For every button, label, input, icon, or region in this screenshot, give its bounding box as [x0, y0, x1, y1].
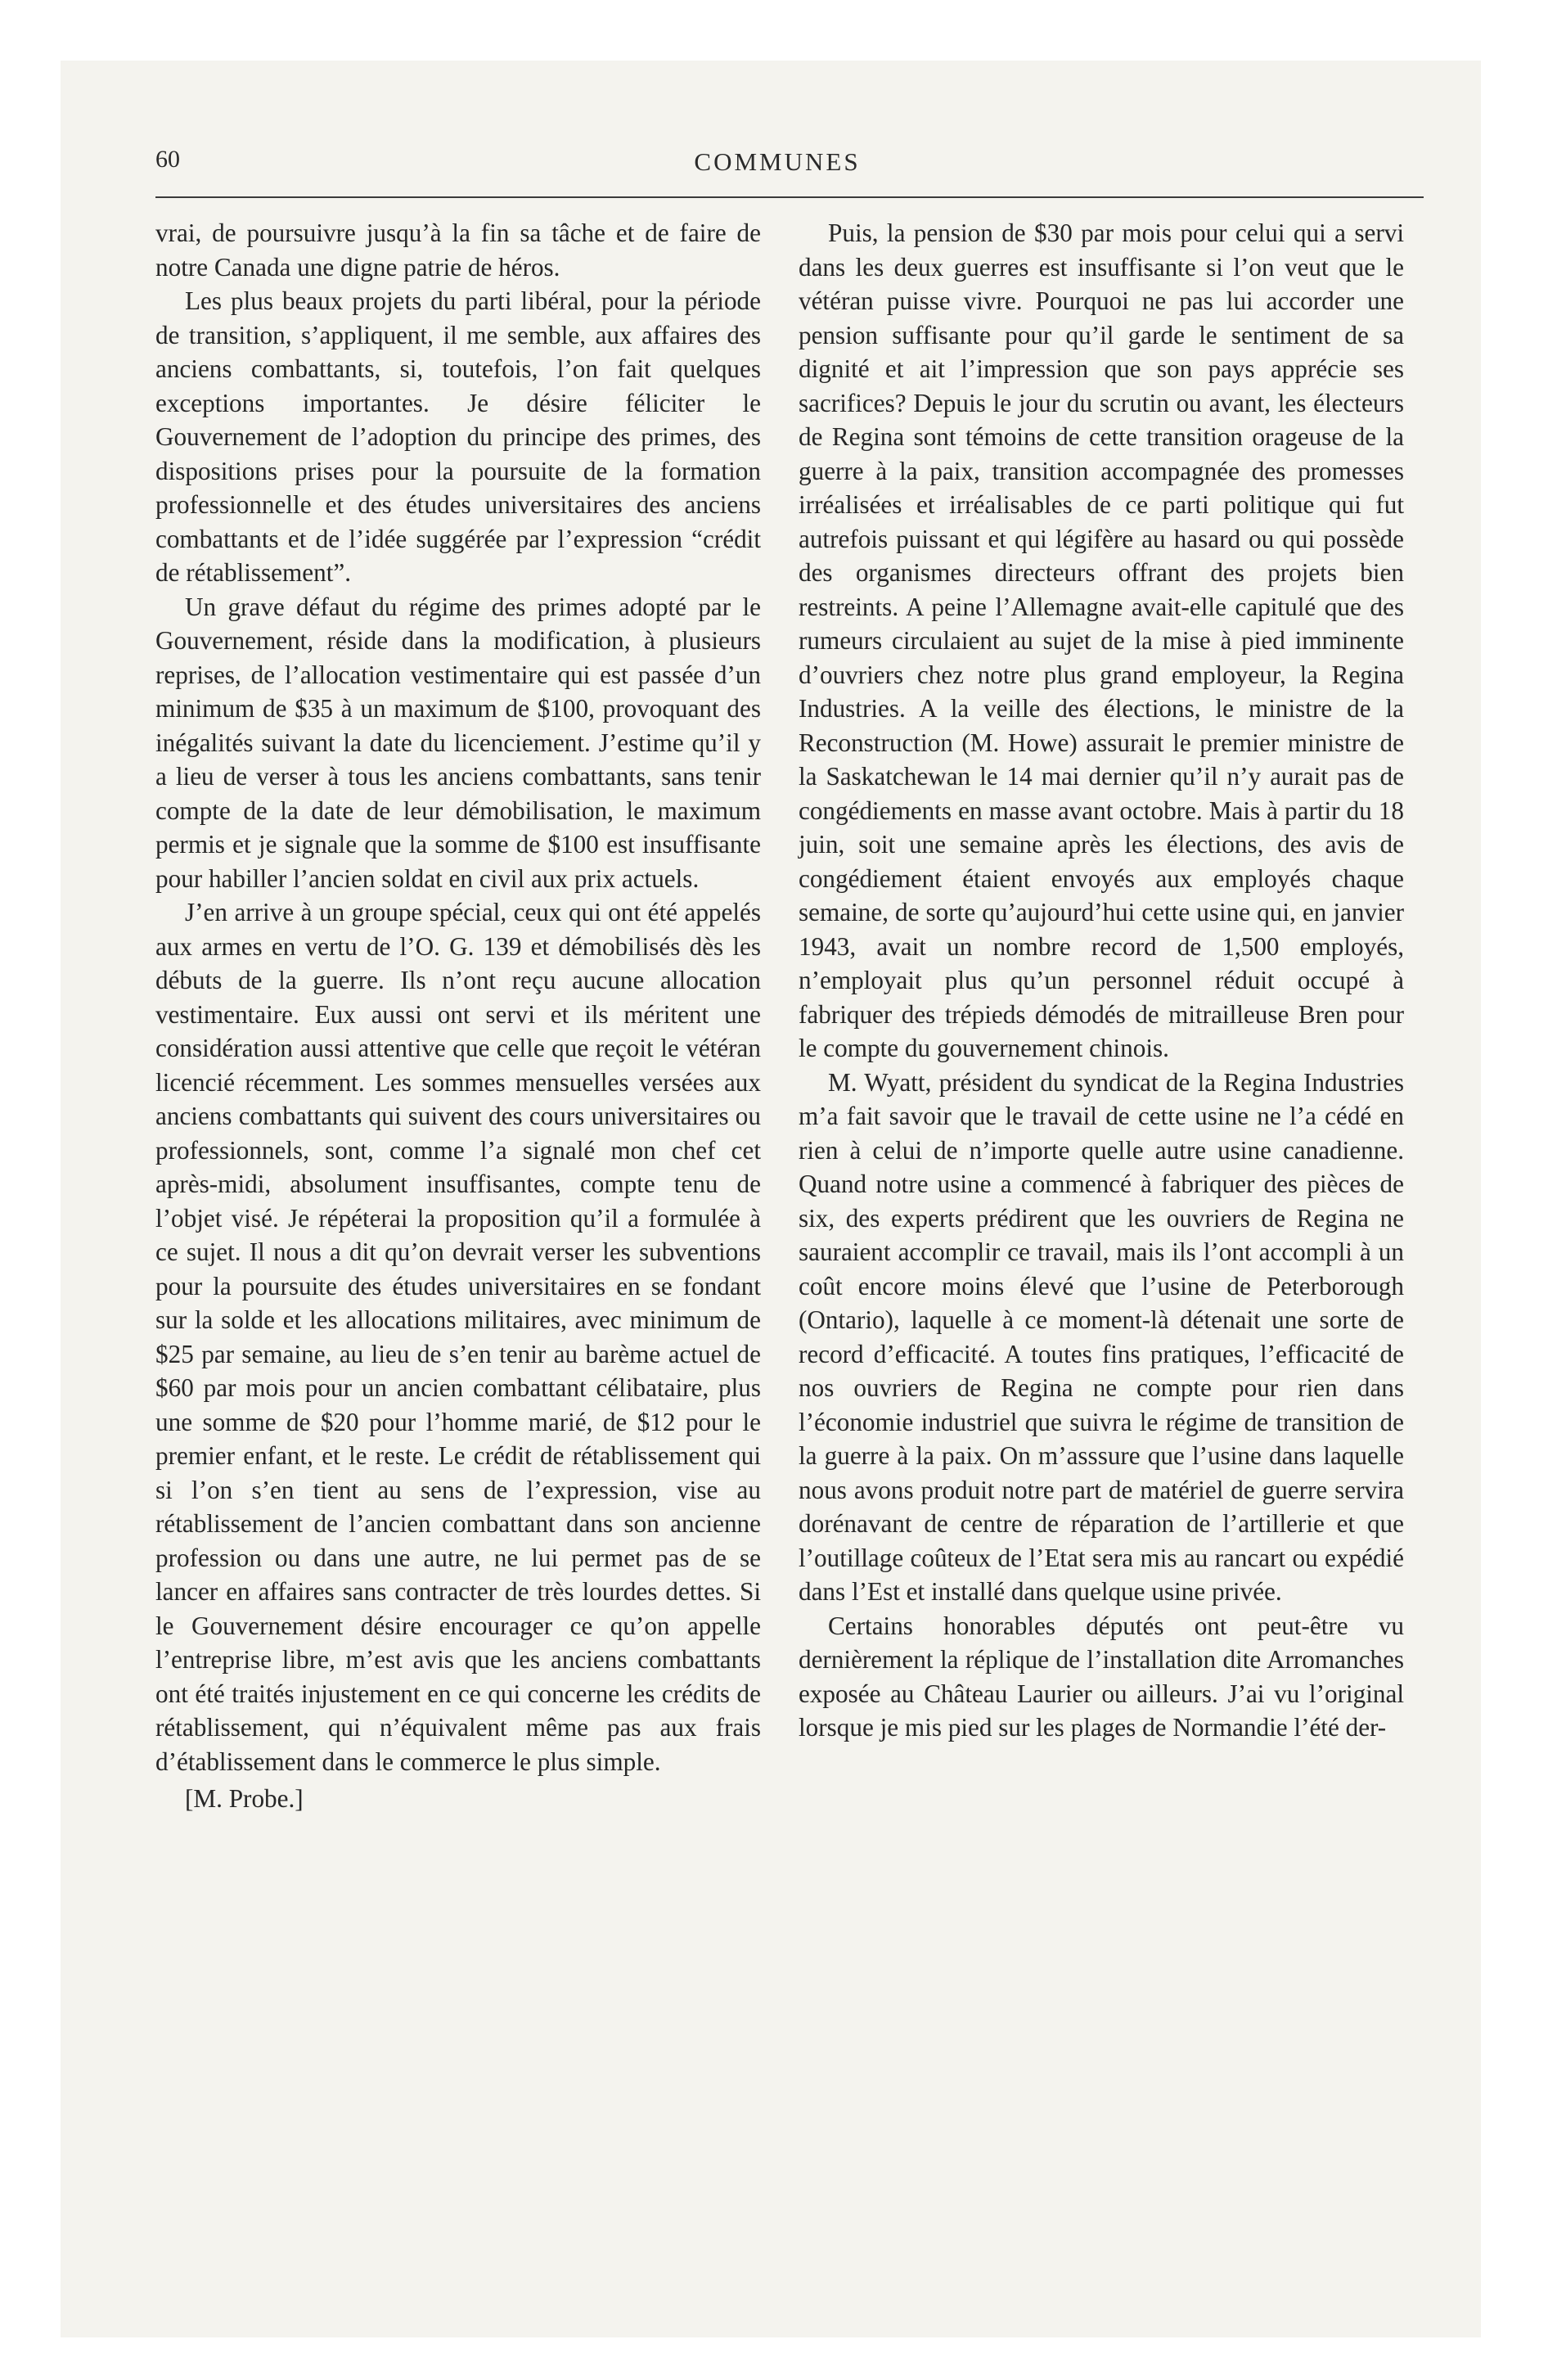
paragraph: M. Wyatt, président du syndicat de la Regina Industries m’a fait savoir que le travail de cette usine ne l’a cédé en rien à celui de n’importe quelle autre usine canadienne. Quand notre usine a commencé à fabriquer des pièces de six, des experts prédirent que les ouvriers de Regina ne sauraient accomplir ce travail, mais ils l’ont accompli à un coût encore moins élevé que l’usine de Peterborough (Ontario), laquelle à ce moment-là détenait une sorte de record d’efficacité. A toutes fins pratiques, l’efficacité de nos ouvriers de Regina ne compte pour rien dans l’économie industriel que suivra le régime de transition de la guerre à la paix. On m’asssure que l’usine dans laquelle nous avons produit notre part de matériel de guerre servira dorénavant de centre de réparation de l’artillerie et que l’outillage coûteux de l’Etat sera mis au rancart ou expédié dans l’Est et installé dans quelque usine privée.	[799, 1067, 1404, 1606]
header-rule	[155, 196, 1424, 198]
paragraph: J’en arrive à un groupe spécial, ceux qui ont été appelés aux armes en vertu de l’O. G. 139 et démobilisés dès les débuts de la guerre. Ils n’ont reçu aucune allocation vestimentaire. Eux aussi ont servi et ils méritent une considération aussi attentive que celle que reçoit le vétéran licencié récemment. Les sommes mensuelles versées aux anciens combattants qui suivent des cours universitaires ou professionnels, sont, comme l’a signalé mon chef cet après-midi, absolument insuffisantes, compte tenu de l’objet visé. Je répéterai la proposition qu’il a formulée à ce sujet. Il nous a dit qu’on devrait verser les subventions pour la poursuite des études universitaires en se fondant sur la solde et les allocations militaires, avec minimum de $25 par semaine, au lieu de s’en tenir au barème actuel de $60 par mois pour un ancien combattant célibataire, plus une somme de $20 pour l’homme marié, de $12 pour le premier enfant, et le reste. Le crédit de rétablissement qui si l’on s’en tient au sens de l’expression, vise au rétablissement de l’ancien combattant dans son ancienne profession ou dans une autre, ne lui permet pas de se lancer en affaires sans contracter de très lourdes dettes. Si le Gouvernement désire encourager ce qu’on appelle l’entreprise libre, m’est avis que les anciens combattants ont été traités injustement en ce qui concerne les crédits de rétablissement, qui n’équivalent même pas aux frais d’établissement dans le commerce le plus simple.	[155, 898, 761, 1776]
paragraph: Un grave défaut du régime des primes adopté par le Gouvernement, réside dans la modification, à plusieurs reprises, de l’allocation vestimentaire qui est passée d’un minimum de $35 à un maximum de $100, provoquant des inégalités suivant la date du licenciement. J’estime qu’il y a lieu de verser à tous les anciens combattants, sans tenir compte de la date de leur démobilisation, le maximum permis et je signale que la somme de $100 est insuffisante pour habiller l’ancien soldat en civil aux prix actuels.	[155, 592, 761, 893]
paragraph: vrai, de poursuivre jusqu’à la fin sa tâche et de faire de notre Canada une digne patrie de héros.	[155, 219, 761, 282]
page-number: 60	[155, 146, 180, 173]
paragraph: Certains honorables députés ont peut-être vu dernièrement la réplique de l’installation dite Arromanches exposée au Château Laurier ou ailleurs. J’ai vu l’original lorsque je mis pied sur les plages de Normandie l’été der-	[799, 1611, 1404, 1742]
right-column	[799, 216, 1404, 1745]
paragraph: Les plus beaux projets du parti libéral, pour la période de transition, s’appliquent, il me semble, aux affaires des anciens combattants, si, toutefois, l’on fait quelques exceptions importantes. Je désire féliciter le Gouvernement de l’adoption du principe des primes, des dispositions prises pour la poursuite de la formation professionnelle et des études universitaires des anciens combattants et de l’idée suggérée par l’expression “crédit de rétablissement”.	[155, 286, 761, 587]
left-column	[155, 216, 761, 1816]
speaker-note: [M. Probe.]	[185, 1784, 304, 1813]
paragraph: Puis, la pension de $30 par mois pour celui qui a servi dans les deux guerres est insuffisante si l’on veut que le vétéran puisse vivre. Pourquoi ne pas lui accorder une pension suffisante pour qu’il garde le sentiment de sa dignité et ait l’impression que son pays apprécie ses sacrifices? Depuis le jour du scrutin ou avant, les électeurs de Regina sont témoins de cette transition orageuse de la guerre à la paix, transition accompagnée des promesses irréalisées et irréalisables de ce parti politique qui fut autrefois puissant et qui légifère au hasard ou qui possède des organismes directeurs offrant des projets bien restreints. A peine l’Allemagne avait-elle capitulé que des rumeurs circulaient au sujet de la mise à pied imminente d’ouvriers chez notre plus grand employeur, la Regina Industries. A la veille des élections, le ministre de la Reconstruction (M. Howe) assurait le premier ministre de la Saskatchewan le 14 mai dernier qu’il n’y aurait pas de congédiements en masse avant octobre. Mais à partir du 18 juin, soit une semaine après les élections, des avis de congédiement étaient envoyés aux employés chaque semaine, de sorte qu’aujourd’hui cette usine qui, en janvier 1943, avait un nombre record de 1,500 employés, n’employait plus qu’un personnel réduit occupé à fabriquer des trépieds démodés de mitrailleuse Bren pour le compte du gouvernement chinois.	[799, 219, 1404, 1062]
running-title: COMMUNES	[694, 147, 861, 176]
